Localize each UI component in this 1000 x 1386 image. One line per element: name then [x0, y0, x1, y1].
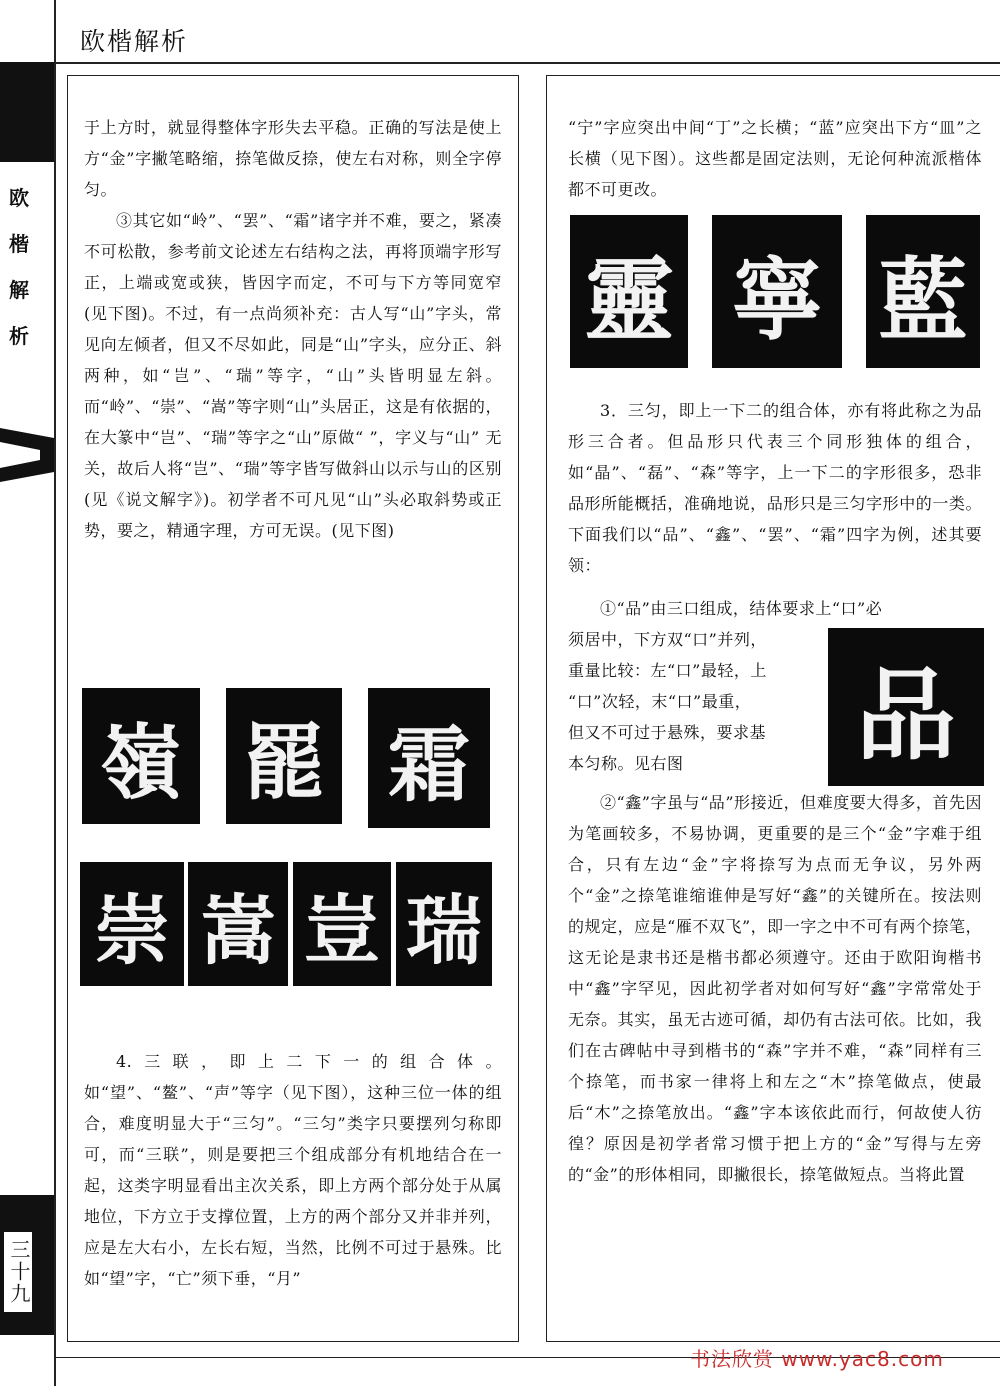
right-paragraph-1: “宁”字应突出中间“丁”之长横；“蓝”应突出下方“皿”之长横（见下图）。这些都是固定法则，无论何种流派楷体都不可更改。	[568, 118, 982, 199]
page-number: 三十九	[4, 1232, 32, 1312]
spine-black-block-top	[0, 62, 54, 162]
calligraphy-char-chong: 崇	[80, 862, 184, 986]
watermark: 书法欣赏 www.yac8.com	[690, 1347, 944, 1371]
spine-title	[4, 185, 34, 369]
spine-char: 解	[9, 278, 29, 302]
right-paragraph-3-line: 本匀称。见右图	[568, 754, 684, 773]
calligraphy-char-ling: 嶺	[82, 688, 200, 824]
calligraphy-char-ba: 罷	[226, 688, 342, 824]
calligraphy-char-ning: 寧	[712, 215, 842, 368]
calligraphy-char-qi: 豈	[293, 862, 391, 986]
left-paragraph-2: ③其它如“岭”、“罢”、“霜”诸字并不难，要之，紧凑不可松散，参考前文论述左右结构之法，再将顶端字形写正，上端或宽或狭，皆因字而定，不可与下方等同宽窄(见下图)。不过，有一点尚须补充：古人写“山”字头，常见向左倾者，但又不尽如此，同是“山”字头，应分正、斜两种，如“岂”、“瑞”等字，“山”头皆明显左斜。而“岭”、“崇”、“嵩”等字则“山”头居正，这是有依据的，在大篆中“岂”、“瑞”等字之“山”原做“ ”，字义与“山” 无关，故后人将“岂”、“瑞”等字皆写做斜山以示与山的区别(见《说文解字》)。初学者不可凡见“山”头必取斜势或正势，要之，精通字理，方可无误。(见下图)	[84, 211, 502, 540]
right-paragraph-3-line: ①“品”由三口组成，结体要求上“口”必	[600, 599, 883, 618]
right-paragraph-3-line: 但又不可过于悬殊，要求基	[568, 723, 767, 742]
right-paragraph-2: 3．三匀，即上一下二的组合体，亦有将此称之为品形三合者。但品形只代表三个同形独体的组合，如“晶”、“磊”、“森”等字，上一下二的字形很多，恐非品形所能概括，准确地说，品形只是三匀字形中的一类。下面我们以“品”、“鑫”、“罢”、“霜”四字为例，述其要领：	[568, 401, 982, 575]
book-spine	[0, 0, 56, 1386]
spine-divider	[54, 0, 56, 1386]
left-paragraph-3: 4.三联，即上二下一的组合体。如“望”、“鳌”、“声”等字（见下图），这种三位一体的组合，难度明显大于“三匀”。“三匀”类字只要摆列匀称即可，而“三联”，则是要把三个组成部分有机地结合在一起，这类字明显看出主次关系，即上方两个部分处于从属地位，下方立于支撑位置，上方的两个部分又并非并列，应是左大右小，左长右短，当然，比例不可过于悬殊。比如“望”字，“亡”须下垂，“月”	[84, 1052, 502, 1288]
spine-char: 析	[9, 324, 29, 348]
spine-char: 楷	[9, 232, 29, 256]
calligraphy-char-pin: 品	[828, 628, 984, 786]
right-text-block-4	[568, 787, 982, 1190]
calligraphy-char-shuang: 霜	[368, 688, 490, 828]
calligraphy-char-song: 嵩	[188, 862, 288, 986]
left-paragraph-1: 于上方时，就显得整体字形失去平稳。正确的写法是使上方“金”字撇笔略缩，捺笔做反捺，使左右对称，则全字停匀。	[84, 118, 502, 199]
right-paragraph-3-line: “口”次轻，末“口”最重，	[568, 692, 752, 711]
right-text-block-1	[568, 112, 982, 205]
left-text-block-2	[84, 1046, 502, 1294]
calligraphy-char-lan: 藍	[866, 215, 980, 368]
page-header-title: 欧楷解析	[80, 27, 189, 56]
right-paragraph-3-line: 须居中，下方双“口”并列，	[568, 630, 767, 649]
right-text-block-2	[568, 395, 982, 581]
header-rule	[56, 62, 1000, 64]
calligraphy-char-rui: 瑞	[396, 862, 492, 986]
spine-wedge-decoration	[0, 420, 54, 490]
right-paragraph-3-line: 重量比较：左“口”最轻，上	[568, 661, 767, 680]
spine-char: 欧	[9, 186, 29, 210]
calligraphy-char-ling2: 靈	[570, 215, 688, 368]
right-paragraph-4: ②“鑫”字虽与“品”形接近，但难度要大得多，首先因为笔画较多，不易协调，更重要的是三个“金”字难于组合，只有左边“金”字将捺写为点而无争议，另外两个“金”之捺笔谁缩谁伸是写好“鑫”的关键所在。按法则的规定，应是“雁不双飞”，即一字之中不可有两个捺笔，这无论是隶书还是楷书都必须遵守。还由于欧阳询楷书中“鑫”字罕见，因此初学者对如何写好“鑫”字常常处于无奈。其实，虽无古迹可循，却仍有古法可依。比如，我们在古碑帖中寻到楷书的“森”字并不难，“森”同样有三个捺笔，而书家一律将上和左之“木”捺笔做点，使最后“木”之捺笔放出。“鑫”字本该依此而行，何故使人彷徨？原因是初学者常习惯于把上方的“金”写得与左旁的“金”的形体相同，即撇很长，捺笔做短点。当将此置	[568, 793, 982, 1184]
left-text-block-1	[84, 112, 502, 546]
